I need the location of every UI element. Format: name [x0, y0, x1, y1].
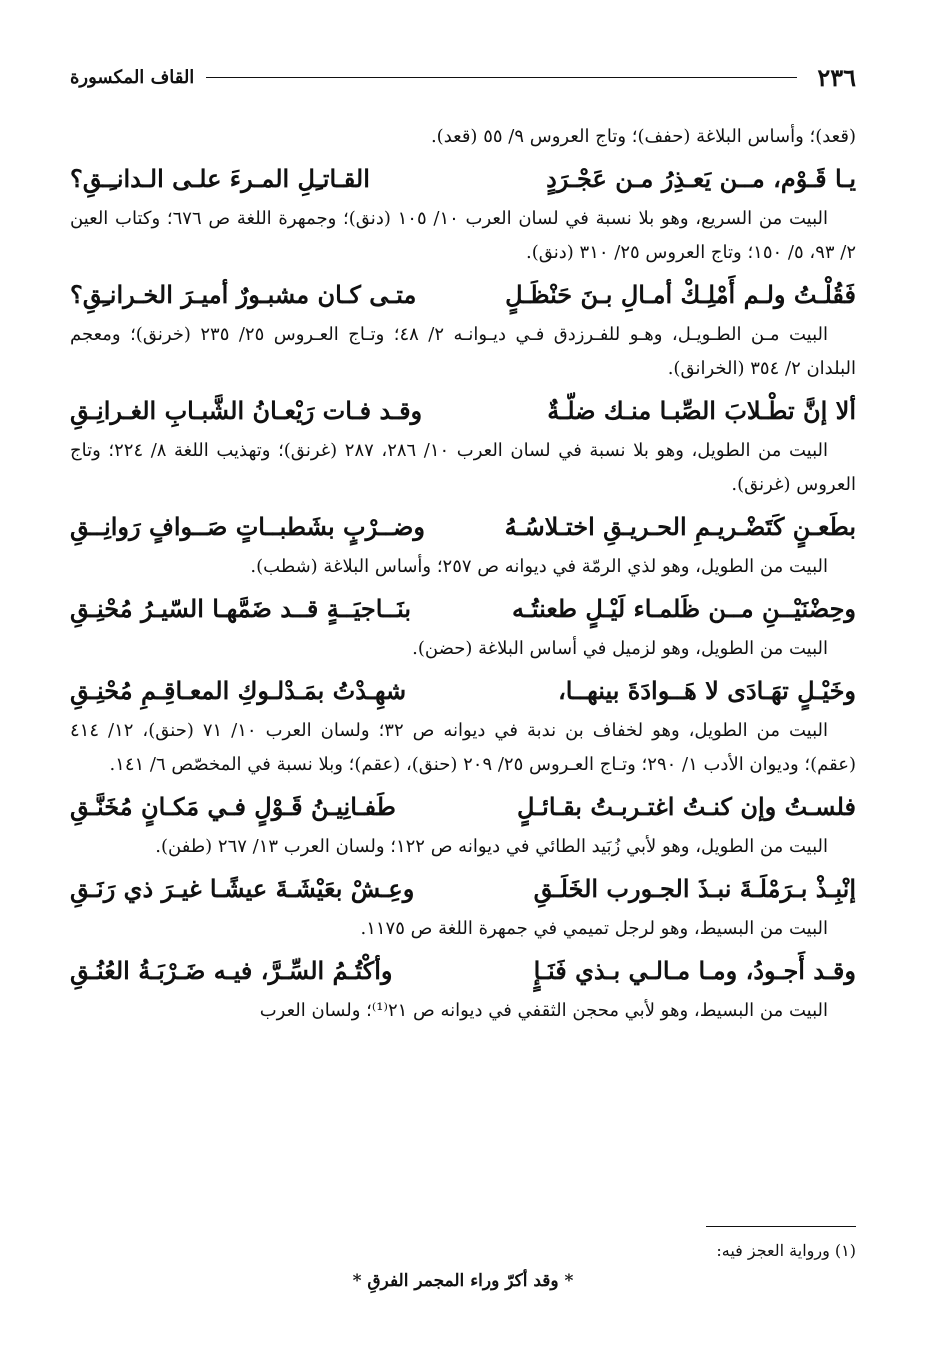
footnote-text: (١) ورواية العجز فيه:: [716, 1241, 856, 1260]
second-hemistich: وقـد فـات رَيْعـانُ الشَّبـابِ الغـرانِـقِ: [70, 396, 423, 425]
book-page: [70, 50, 856, 1340]
verse-line: [70, 156, 856, 202]
footnotes: [70, 1236, 856, 1296]
first-hemistich: إنْبِـذْ بـرَمْلَـةَ نبـذَ الجـورب الخَلَـقِ: [533, 874, 856, 903]
verse-line: [70, 388, 856, 434]
verse-note: البيت من الطويل، وهو لذي الرمّة في ديوانه ص ٢٥٧؛ وأساس البلاغة (شطب).: [250, 556, 828, 577]
verse-note: البيت مـن الطـويـل، وهـو للفـرزدق فـي ديـوانـه ٢/ ٤٨؛ وتـاج العـروس ٢٥/ ٢٣٥ (خرنق)؛ ومعجم البلدان ٢/ ٣٥٤ (الخرانق).: [70, 324, 856, 379]
first-hemistich: وقـد أَجـودُ، ومـا مـالـي بـذي فَنَـإٍ: [533, 956, 856, 985]
first-hemistich: يـا قَـوْم، مــن يَعـذِرُ مـن عَجْـرَدٍ: [546, 164, 856, 193]
second-hemistich: شهِـدْتُ بمَـدْلـوكِ المعـاقِـمِ مُحْنِـقِ: [70, 676, 407, 705]
header-rule: [206, 77, 797, 78]
second-hemistich: القـاتـِلِ المـرءَ علـى الـدانـِـقِ؟: [70, 164, 370, 193]
second-hemistich: متـى كـان مشبـورٌ أميـرَ الخـرانـِقِ؟: [70, 280, 417, 309]
second-hemistich: وعِـشْ بعَيْشَـةَ عيشًـا غيـرَ ذي رَنَـقِ: [70, 874, 415, 903]
page-body: [70, 120, 856, 1028]
verse-note: البيت من السريع، وهو بلا نسبة في لسان العرب ١٠/ ١٠٥ (دنق)؛ وجمهرة اللغة ص ٦٧٦؛ وكتاب العين ٢/ ٩٣، ٥/ ١٥٠؛ وتاج العروس ٢٥/ ٣١٠ (دنق).: [70, 208, 856, 263]
first-hemistich: وحِضْنَيْــنِ مــن ظَلمـاء لَيْـلٍ طعنتُـه: [511, 594, 856, 623]
verse-line: [70, 504, 856, 550]
verse-note: البيت من الطويل، وهو لزميل في أساس البلاغة (حضن).: [412, 638, 828, 659]
verse-line: [70, 784, 856, 830]
second-hemistich: وضــرْبٍ بشَطبــاتٍ صَــوافٍ رَوانِــقِ: [70, 512, 425, 541]
verse-line: [70, 668, 856, 714]
verse-note: البيت من البسيط، وهو لرجل تميمي في جمهرة اللغة ص ١١٧٥.: [360, 918, 828, 939]
page-header: [70, 60, 856, 94]
second-hemistich: بنَــاجيَــةٍ قــد ضَمَّهـا السّيـرُ مُحْنِـقِ: [70, 594, 412, 623]
verse-line: [70, 866, 856, 912]
footnote-rule: [706, 1226, 856, 1227]
verse-note: البيت من الطويل، وهو بلا نسبة في لسان العرب ١٠/ ٢٨٦، ٢٨٧ (غرنق)؛ وتهذيب اللغة ٨/ ٢٢٤؛ وتاج العروس (غرنق).: [70, 440, 856, 495]
first-hemistich: وخَيْـلٍ تهَـادَى لا هَــوادَةَ بينهــا،: [558, 676, 856, 705]
note-continued: (قعد)؛ وأساس البلاغة (حفف)؛ وتاج العروس ٩/ ٥٥ (قعد).: [430, 126, 856, 147]
first-hemistich: بطَعـنٍ كَتَضْـريـمِ الحـريـقِ اختـلاسُـهُ: [504, 512, 856, 541]
running-title: القاف المكسورة: [70, 66, 195, 88]
verse-line: [70, 948, 856, 994]
verse-note: البيت من البسيط، وهو لأبي محجن الثقفي في ديوانه ص ٢١⁽¹⁾؛ ولسان العرب: [259, 1000, 828, 1021]
verse-note: البيت من الطويل، وهو لخفاف بن ندبة في ديوانه ص ٣٢؛ ولسان العرب ١٠/ ٧١ (حنق)، ١٢/ ٤١٤ (عقم)؛ وديوان الأدب ١/ ٢٩٠؛ وتـاج العـروس ٢٥/ ٢٠٩ (حنق)، (عقم)؛ وبلا نسبة في المخصّص ٦/ ١٤١.: [70, 720, 856, 775]
verse-line: [70, 586, 856, 632]
second-hemistich: طَفـانِيـنُ قَـوْلٍ فـي مَكـانٍ مُخَنَّـقِ: [70, 792, 396, 821]
second-hemistich: وأكْتُـمُ السِّـرَّ، فيـه ضَـرْبَـةُ العُنُـقِ: [70, 956, 393, 985]
verse-note: البيت من الطويل، وهو لأبي زُبَيد الطائي في ديوانه ص ١٢٢؛ ولسان العرب ١٣/ ٢٦٧ (طفن).: [155, 836, 828, 857]
footnote-verse: * وقد أكرّ وراء المجمر الفرقِ *: [352, 1271, 574, 1291]
verse-line: [70, 272, 856, 318]
page-number: ٢٣٦: [817, 62, 856, 92]
first-hemistich: فَقُلْـتُ ولـم أَمْلِـكْ أمـالِ بـنَ حَنْظَـلٍ: [505, 280, 856, 309]
first-hemistich: ألا إنَّ تطْـلابَ الصِّبـا منـك ضلّـةٌ: [547, 396, 856, 425]
first-hemistich: فلسـتُ وإن كنـتُ اغتـربـتُ بقـائـلٍ: [516, 792, 856, 821]
